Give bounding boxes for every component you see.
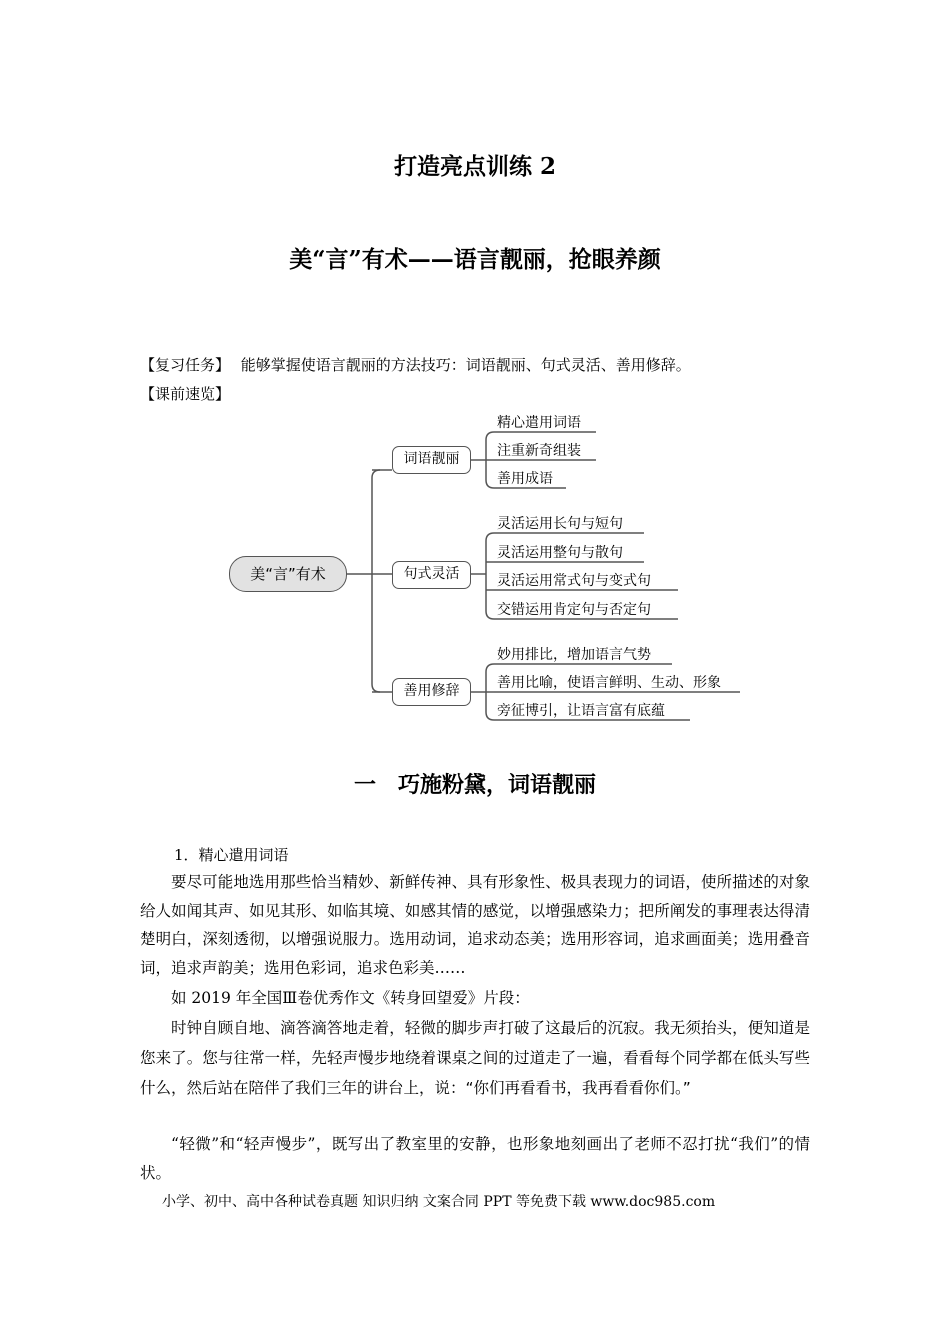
mindmap-branch-words: 词语靓丽 [392, 446, 471, 474]
section-heading: 一 巧施粉黛，词语靓丽 [353, 772, 596, 798]
mindmap-leaf: 精心遣用词语 [497, 415, 581, 431]
analysis-paragraph: “轻微”和“轻声慢步”，既写出了教室里的安静，也形象地刻画出了老师不忍打扰“我们”的情状。 [140, 1135, 810, 1182]
mindmap-leaf: 交错运用肯定句与否定句 [497, 602, 651, 618]
mindmap-leaf: 注重新奇组装 [497, 443, 581, 459]
mindmap-leaf: 妙用排比，增加语言气势 [497, 647, 651, 663]
preview-label: 【课前速览】 [140, 385, 231, 403]
example-intro: 如 2019 年全国Ⅲ卷优秀作文《转身回望爱》片段： [171, 989, 530, 1007]
body-paragraph: 要尽可能地选用那些恰当精妙、新鲜传神、具有形象性、极具表现力的词语，使所描述的对象给人如闻其声、如见其形、如临其境、如感其情的感觉，以增强感染力；把所阐发的事理表达得清楚明白，深刻透彻，以增强说服力。选用动词，追求动态美；选用形容词，追求画面美；选用叠音词，追求声韵美；选用色彩词，追求色彩美…… [140, 873, 810, 977]
review-task-label: 【复习任务】 [140, 356, 231, 374]
mindmap-root: 美“言”有术 [229, 556, 347, 592]
mindmap-leaf: 善用比喻，使语言鲜明、生动、形象 [497, 675, 721, 691]
mindmap-leaf: 灵活运用整句与散句 [497, 545, 623, 561]
review-task-text: 能够掌握使语言靓丽的方法技巧：词语靓丽、句式灵活、善用修辞。 [240, 356, 691, 374]
page-subtitle: 美“言”有术——语言靓丽，抢眼养颜 [289, 246, 661, 273]
example-quote: 时钟自顾自地、滴答滴答地走着，轻微的脚步声打破了这最后的沉寂。我无须抬头，便知道是您来了。您与往常一样，先轻声慢步地绕着课桌之间的过道走了一遍，看看每个同学都在低头写些什么，然后站在陪伴了我们三年的讲台上，说：“你们再看看书，我再看看你们。” [140, 1019, 810, 1097]
mindmap-leaf: 灵活运用长句与短句 [497, 516, 623, 532]
page-footer: 小学、初中、高中各种试卷真题 知识归纳 文案合同 PPT 等免费下载 www.doc985.com [162, 1194, 716, 1210]
mindmap-branch-sentences: 句式灵活 [392, 561, 471, 589]
mindmap-leaf: 善用成语 [497, 471, 553, 487]
mindmap-leaf: 旁征博引，让语言富有底蕴 [497, 703, 665, 719]
mindmap-branch-rhetoric: 善用修辞 [392, 678, 471, 706]
item-title: 1．精心遣用词语 [174, 846, 289, 864]
mindmap-leaf: 灵活运用常式句与变式句 [497, 573, 651, 589]
page-title: 打造亮点训练 2 [393, 153, 556, 180]
review-task [140, 354, 691, 375]
